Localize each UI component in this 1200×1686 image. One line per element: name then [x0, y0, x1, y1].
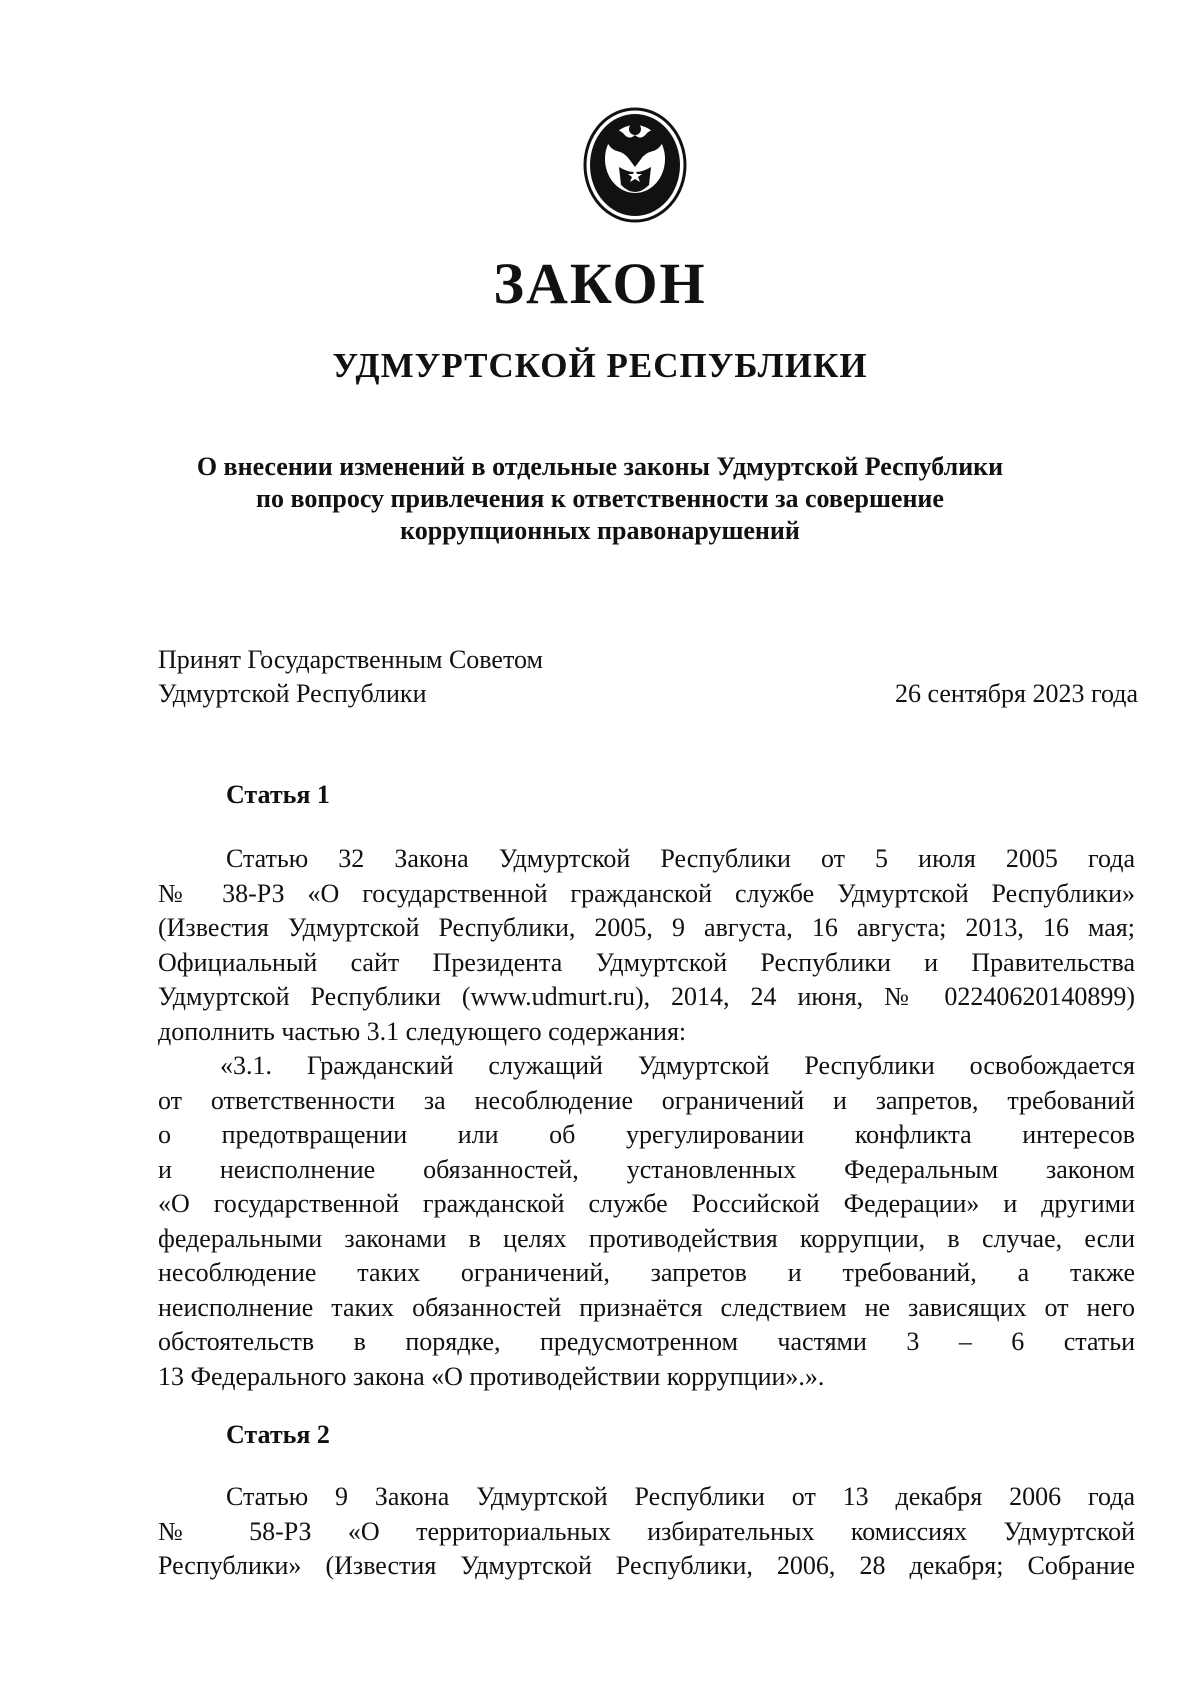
- text-line: (Известия Удмуртской Республики, 2005, 9 августа, 16 августа; 2013, 16 мая;: [158, 913, 1135, 942]
- text-line: «О государственной гражданской службе Российской Федерации» и другими: [158, 1189, 1135, 1218]
- text-line: о предотвращении или об урегулировании конфликта интересов: [158, 1120, 1135, 1149]
- text-line: от ответственности за несоблюдение ограничений и запретов, требований: [158, 1085, 1135, 1115]
- text-line: Статью 9 Закона Удмуртской Республики от 13 декабря 2006 года: [226, 1482, 1135, 1511]
- text-line: и неисполнение обязанностей, установленных Федеральным законом: [158, 1154, 1135, 1184]
- adoption-body-line: Принят Государственным Советом: [158, 645, 543, 674]
- text-line: 13 Федерального закона «О противодействии коррупции».».: [158, 1361, 825, 1391]
- text-line: Статью 32 Закона Удмуртской Республики от 5 июля 2005 года: [226, 844, 1135, 873]
- law-name: [120, 451, 1080, 547]
- law-name-line: О внесении изменений в отдельные законы Удмуртской Республики: [196, 452, 1004, 481]
- text-line: неисполнение таких обязанностей признаётся следствием не зависящих от него: [158, 1292, 1135, 1322]
- document-title: ЗАКОН: [493, 251, 707, 316]
- law-name-line: по вопросу привлечения к ответственности за совершение: [256, 484, 944, 513]
- adoption-body-line: Удмуртской Республики: [158, 679, 427, 708]
- adoption-date: 26 сентября 2023 года: [894, 679, 1138, 708]
- document-subtitle: УДМУРТСКОЙ РЕСПУБЛИКИ: [332, 346, 868, 385]
- article-1-heading: Статья 1: [226, 780, 330, 809]
- text-line: Официальный сайт Президента Удмуртской Республики и Правительства: [158, 947, 1135, 977]
- text-line: дополнить частью 3.1 следующего содержания:: [158, 1016, 687, 1046]
- text-line: федеральными законами в целях противодействия коррупции, в случае, если: [158, 1223, 1135, 1253]
- text-line: несоблюдение таких ограничений, запретов и требований, а также: [158, 1258, 1135, 1287]
- text-line: Республики» (Известия Удмуртской Республики, 2006, 28 декабря; Собрание: [158, 1551, 1135, 1580]
- article-1-text: [158, 842, 1135, 1394]
- article-2-heading: Статья 2: [226, 1420, 330, 1449]
- text-line: Удмуртской Республики (www.udmurt.ru), 2014, 24 июня, № 02240620140899): [158, 982, 1135, 1011]
- text-line: обстоятельств в порядке, предусмотренном частями 3 – 6 статьи: [158, 1327, 1135, 1356]
- coat-of-arms-icon: [583, 107, 687, 223]
- text-line: № 58-РЗ «О территориальных избирательных комиссиях Удмуртской: [158, 1516, 1135, 1546]
- text-line: «3.1. Гражданский служащий Удмуртской Республики освобождается: [220, 1051, 1135, 1080]
- adoption-block: [158, 643, 1138, 711]
- law-name-line: коррупционных правонарушений: [400, 516, 800, 545]
- article-2-text: [158, 1480, 1135, 1584]
- text-line: № 38-РЗ «О государственной гражданской службе Удмуртской Республики»: [158, 878, 1135, 908]
